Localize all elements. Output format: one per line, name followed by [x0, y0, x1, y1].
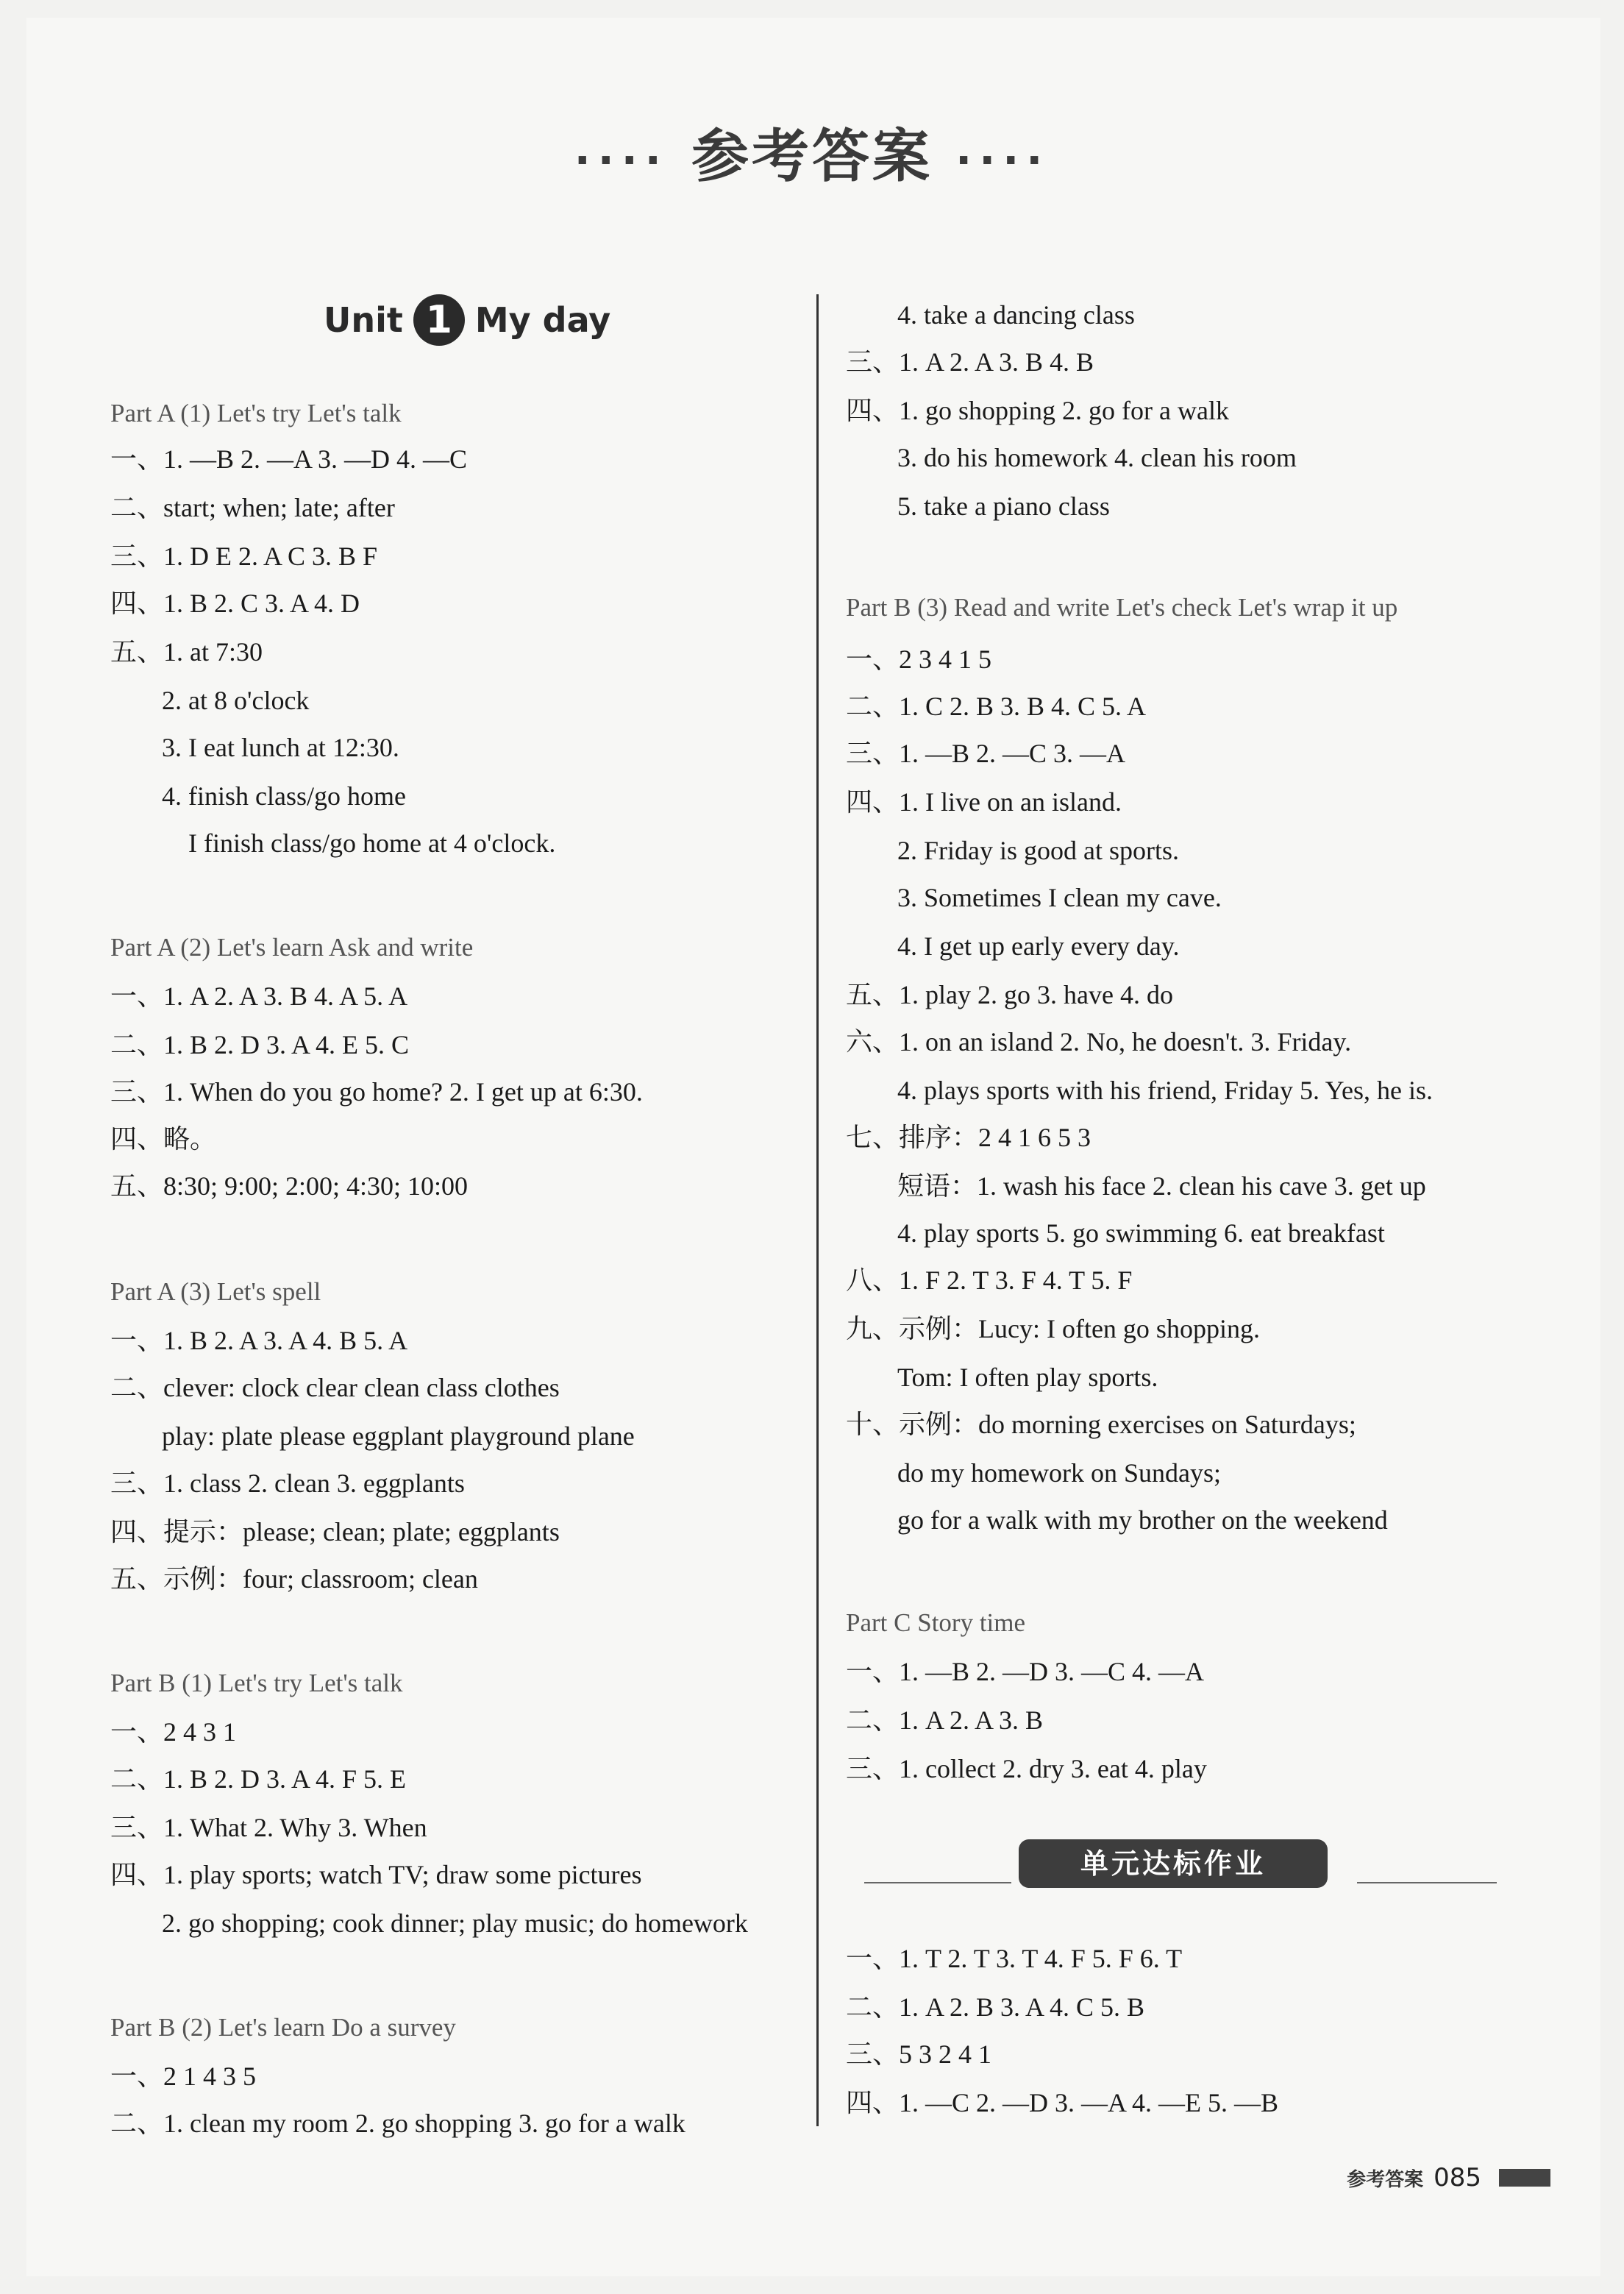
- banner-rule-left: [864, 1882, 1011, 1883]
- section-heading: Part A (1) Let's try Let's talk: [110, 399, 402, 427]
- answer-line: 一、2 4 3 1: [110, 1717, 237, 1747]
- answer-line: 4. take a dancing class: [897, 300, 1135, 330]
- answer-line: I finish class/go home at 4 o'clock.: [188, 828, 556, 858]
- answer-line: 4. plays sports with his friend, Friday 5. Yes, he is.: [897, 1076, 1433, 1105]
- banner-rule-right: [1357, 1882, 1497, 1883]
- answer-line: 二、1. B 2. D 3. A 4. E 5. C: [110, 1030, 410, 1059]
- answer-line: 七、排序：2 4 1 6 5 3: [846, 1123, 1091, 1152]
- answer-line: 3. I eat lunch at 12:30.: [162, 733, 399, 762]
- answer-line: 四、1. —C 2. —D 3. —A 4. —E 5. —B: [846, 2088, 1279, 2117]
- answer-line: 一、1. A 2. A 3. B 4. A 5. A: [110, 981, 408, 1011]
- section-heading: Part A (2) Let's learn Ask and write: [110, 933, 474, 962]
- answer-line: 五、示例：four; classroom; clean: [110, 1564, 478, 1594]
- answer-line: 四、略。: [110, 1124, 217, 1154]
- section-heading: Part C Story time: [846, 1608, 1026, 1637]
- answer-line: 四、1. go shopping 2. go for a walk: [846, 396, 1229, 425]
- answer-line: 五、1. play 2. go 3. have 4. do: [846, 980, 1173, 1009]
- unit-name: My day: [474, 300, 611, 340]
- answer-line: 一、1. T 2. T 3. T 4. F 5. F 6. T: [846, 1944, 1183, 1973]
- footer-bar: [1499, 2169, 1550, 2187]
- answer-line: 一、1. —B 2. —A 3. —D 4. —C: [110, 444, 468, 474]
- answer-line: 六、1. on an island 2. No, he doesn't. 3. Friday.: [846, 1027, 1352, 1057]
- unit-test-banner: [864, 1839, 1497, 1898]
- answer-line: 二、1. clean my room 2. go shopping 3. go for a walk: [110, 2109, 685, 2138]
- answer-line: 一、2 1 4 3 5: [110, 2062, 257, 2091]
- answer-line: 短语：1. wash his face 2. clean his cave 3. get up: [897, 1171, 1426, 1201]
- answer-line: 五、8:30; 9:00; 2:00; 4:30; 10:00: [110, 1171, 469, 1201]
- answer-line: 2. go shopping; cook dinner; play music; do homework: [162, 1908, 748, 1938]
- answer-line: 4. play sports 5. go swimming 6. eat breakfast: [897, 1218, 1385, 1248]
- answer-line: Tom: I often play sports.: [897, 1363, 1158, 1392]
- answer-line: play: plate please eggplant playground plane: [162, 1421, 635, 1451]
- answer-line: 三、1. What 2. Why 3. When: [110, 1813, 427, 1842]
- answer-line: 三、5 3 2 4 1: [846, 2039, 992, 2069]
- answer-line: 五、1. at 7:30: [110, 637, 263, 667]
- answer-line: 三、1. —B 2. —C 3. —A: [846, 739, 1126, 768]
- answer-line: 3. Sometimes I clean my cave.: [897, 883, 1222, 912]
- answer-line: do my homework on Sundays;: [897, 1458, 1221, 1488]
- answer-line: 十、示例：do morning exercises on Saturdays;: [846, 1410, 1356, 1439]
- answer-line: 二、1. A 2. B 3. A 4. C 5. B: [846, 1992, 1145, 2022]
- answer-line: 4. I get up early every day.: [897, 931, 1180, 961]
- answer-line: 三、1. collect 2. dry 3. eat 4. play: [846, 1754, 1207, 1783]
- answer-line: 四、提示：please; clean; plate; eggplants: [110, 1517, 560, 1547]
- answer-line: 三、1. When do you go home? 2. I get up at 6:30.: [110, 1077, 643, 1107]
- answer-line: 一、1. B 2. A 3. A 4. B 5. A: [110, 1326, 408, 1355]
- unit-number-badge: 1: [413, 294, 465, 346]
- answer-line: 二、1. A 2. A 3. B: [846, 1705, 1044, 1735]
- page-number: 085: [1434, 2163, 1481, 2192]
- banner-label: 单元达标作业: [1019, 1839, 1328, 1888]
- answer-line: 一、2 3 4 1 5: [846, 644, 992, 674]
- answer-line: 二、1. B 2. D 3. A 4. F 5. E: [110, 1764, 407, 1794]
- answer-line: 一、1. —B 2. —D 3. —C 4. —A: [846, 1657, 1205, 1686]
- page-title: [0, 110, 1624, 193]
- answer-line: 二、1. C 2. B 3. B 4. C 5. A: [846, 692, 1147, 721]
- footer-label: 参考答案: [1347, 2168, 1424, 2191]
- answer-line: 三、1. D E 2. A C 3. B F: [110, 541, 378, 571]
- answer-line: 四、1. I live on an island.: [846, 787, 1122, 817]
- answer-line: 三、1. A 2. A 3. B 4. B: [846, 347, 1094, 377]
- answer-line: 2. at 8 o'clock: [162, 686, 310, 715]
- answer-line: 四、1. B 2. C 3. A 4. D: [110, 589, 360, 618]
- title-dots-right: ····: [955, 135, 1050, 185]
- answer-line: go for a walk with my brother on the weekend: [897, 1505, 1388, 1535]
- answer-line: 5. take a piano class: [897, 491, 1110, 521]
- section-heading: Part A (3) Let's spell: [110, 1277, 321, 1306]
- column-divider: [816, 294, 819, 2126]
- section-heading: Part B (3) Read and write Let's check Let's wrap it up: [846, 593, 1398, 622]
- unit-prefix: Unit: [324, 300, 403, 340]
- section-heading: Part B (1) Let's try Let's talk: [110, 1669, 403, 1697]
- page-footer: [1347, 2163, 1550, 2192]
- answer-line: 四、1. play sports; watch TV; draw some pictures: [110, 1860, 642, 1889]
- section-heading: Part B (2) Let's learn Do a survey: [110, 2013, 456, 2042]
- answer-line: 4. finish class/go home: [162, 781, 406, 811]
- answer-line: 3. do his homework 4. clean his room: [897, 443, 1297, 472]
- answer-line: 2. Friday is good at sports.: [897, 836, 1179, 865]
- answer-line: 八、1. F 2. T 3. F 4. T 5. F: [846, 1265, 1133, 1295]
- unit-heading: [324, 294, 610, 346]
- answer-line: 二、clever: clock clear clean class clothes: [110, 1373, 560, 1402]
- answer-line: 三、1. class 2. clean 3. eggplants: [110, 1469, 465, 1498]
- answer-line: 二、start; when; late; after: [110, 493, 395, 522]
- title-text: 参考答案: [691, 124, 933, 190]
- title-dots-left: ····: [574, 135, 669, 185]
- answer-line: 九、示例：Lucy: I often go shopping.: [846, 1314, 1260, 1343]
